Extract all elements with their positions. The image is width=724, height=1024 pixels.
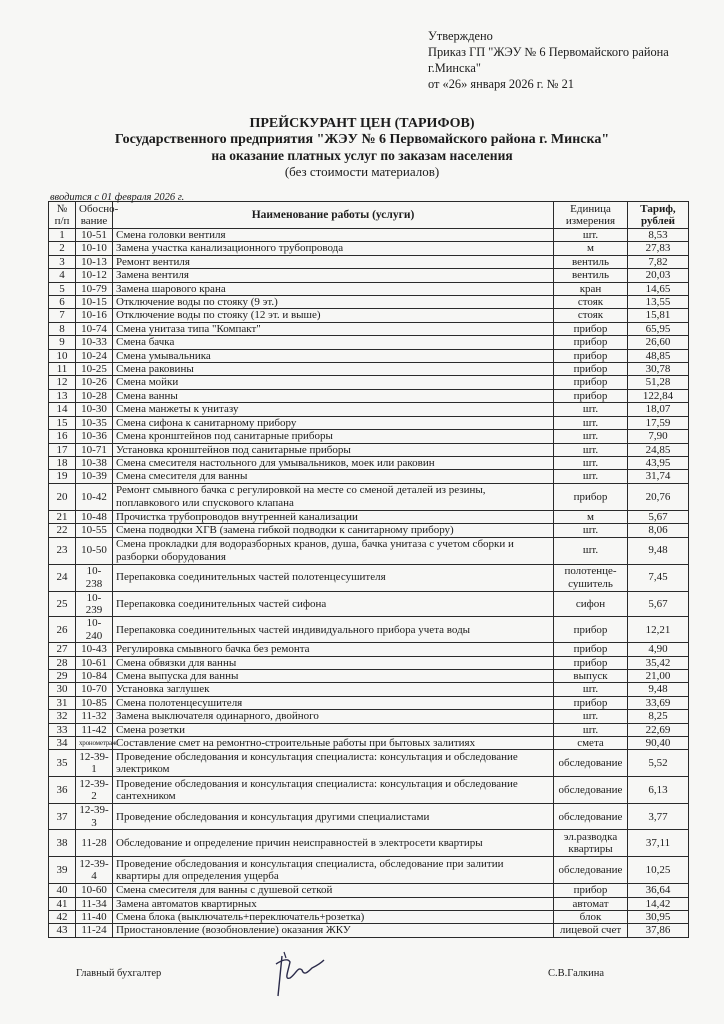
row-tariff: 33,69 — [628, 696, 689, 709]
row-code: 10-55 — [76, 524, 113, 537]
table-row — [49, 309, 689, 322]
table-row — [49, 322, 689, 335]
row-num: 21 — [49, 510, 76, 523]
row-num: 25 — [49, 591, 76, 617]
row-name: Составление смет на ремонтно-строительные работы при бытовых залитиях — [113, 737, 554, 750]
row-name: Смена ванны — [113, 389, 554, 402]
row-name: Смена смесителя настольного для умывальников, моек или раковин — [113, 456, 554, 469]
row-num: 11 — [49, 363, 76, 376]
table-row — [49, 269, 689, 282]
row-tariff: 6,13 — [628, 777, 689, 804]
row-name: Смена мойки — [113, 376, 554, 389]
row-code: 10-38 — [76, 456, 113, 469]
row-tariff: 14,65 — [628, 282, 689, 295]
signature-block — [0, 968, 724, 1008]
row-num: 29 — [49, 669, 76, 682]
row-name: Смена полотенцесушителя — [113, 696, 554, 709]
row-name: Установка кронштейнов под санитарные приборы — [113, 443, 554, 456]
row-code: 10-84 — [76, 669, 113, 682]
row-unit: прибор — [554, 336, 628, 349]
row-unit: автомат — [554, 897, 628, 910]
row-tariff: 9,48 — [628, 683, 689, 696]
row-name: Замена выключателя одинарного, двойного — [113, 710, 554, 723]
row-num: 23 — [49, 537, 76, 564]
row-code: 10-85 — [76, 696, 113, 709]
row-name: Ремонт вентиля — [113, 255, 554, 268]
row-code: 10-36 — [76, 430, 113, 443]
row-num: 35 — [49, 750, 76, 777]
row-tariff: 37,86 — [628, 924, 689, 937]
row-tariff: 36,64 — [628, 884, 689, 897]
row-code: 10-238 — [76, 564, 113, 591]
table-body — [49, 229, 689, 938]
row-unit: вентиль — [554, 269, 628, 282]
row-num: 30 — [49, 683, 76, 696]
row-code: 10-60 — [76, 884, 113, 897]
row-name: Регулировка смывного бачка без ремонта — [113, 643, 554, 656]
row-num: 14 — [49, 403, 76, 416]
row-num: 39 — [49, 857, 76, 884]
table-row — [49, 804, 689, 830]
table-row — [49, 403, 689, 416]
row-name: Перепаковка соединительных частей сифона — [113, 591, 554, 617]
row-code: 12-39-1 — [76, 750, 113, 777]
row-tariff: 13,55 — [628, 296, 689, 309]
table-row — [49, 911, 689, 924]
row-code: 12-39-2 — [76, 777, 113, 804]
row-num: 6 — [49, 296, 76, 309]
row-unit: м — [554, 242, 628, 255]
row-tariff: 7,45 — [628, 564, 689, 591]
table-row — [49, 389, 689, 402]
table-row — [49, 483, 689, 510]
table-row — [49, 777, 689, 804]
row-tariff: 7,90 — [628, 430, 689, 443]
row-name: Прочистка трубопроводов внутренней канализации — [113, 510, 554, 523]
row-code: 10-74 — [76, 322, 113, 335]
row-num: 7 — [49, 309, 76, 322]
approval-line-2: Приказ ГП "ЖЭУ № 6 Первомайского района — [428, 45, 669, 59]
approval-block — [428, 28, 669, 92]
row-name: Перепаковка соединительных частей полотенцесушителя — [113, 564, 554, 591]
table-row — [49, 884, 689, 897]
row-code: 10-70 — [76, 683, 113, 696]
row-unit: прибор — [554, 363, 628, 376]
row-unit: обследование — [554, 777, 628, 804]
table-row — [49, 255, 689, 268]
document-title — [0, 116, 724, 180]
row-code: 11-32 — [76, 710, 113, 723]
row-unit: шт. — [554, 229, 628, 242]
row-code: 10-61 — [76, 656, 113, 669]
row-code: 11-34 — [76, 897, 113, 910]
row-num: 5 — [49, 282, 76, 295]
row-code: 10-33 — [76, 336, 113, 349]
title-line-3: на оказание платных услуг по заказам населения — [211, 148, 513, 163]
row-num: 32 — [49, 710, 76, 723]
table-row — [49, 282, 689, 295]
row-tariff: 51,28 — [628, 376, 689, 389]
table-row — [49, 564, 689, 591]
row-num: 20 — [49, 483, 76, 510]
row-unit: м — [554, 510, 628, 523]
row-name: Отключение воды по стояку (9 эт.) — [113, 296, 554, 309]
row-unit: обследование — [554, 750, 628, 777]
row-code: хронометраж — [76, 737, 113, 750]
row-name: Смена раковины — [113, 363, 554, 376]
row-name: Смена манжеты к унитазу — [113, 403, 554, 416]
table-row — [49, 897, 689, 910]
row-unit: прибор — [554, 389, 628, 402]
table-row — [49, 683, 689, 696]
row-tariff: 90,40 — [628, 737, 689, 750]
row-name: Замена шарового крана — [113, 282, 554, 295]
table-row — [49, 443, 689, 456]
row-unit: шт. — [554, 683, 628, 696]
row-name: Замена участка канализационного трубопровода — [113, 242, 554, 255]
row-tariff: 18,07 — [628, 403, 689, 416]
table-row — [49, 376, 689, 389]
row-name: Проведение обследования и консультация специалиста: консультация и обследование электриком — [113, 750, 554, 777]
row-code: 10-239 — [76, 591, 113, 617]
table-row — [49, 242, 689, 255]
table-row — [49, 591, 689, 617]
row-name: Смена кронштейнов под санитарные приборы — [113, 430, 554, 443]
row-num: 17 — [49, 443, 76, 456]
title-line-1: ПРЕЙСКУРАНТ ЦЕН (ТАРИФОВ) — [249, 116, 475, 131]
row-num: 13 — [49, 389, 76, 402]
row-tariff: 10,25 — [628, 857, 689, 884]
table-row — [49, 470, 689, 483]
row-num: 26 — [49, 617, 76, 643]
row-num: 4 — [49, 269, 76, 282]
row-unit: прибор — [554, 322, 628, 335]
row-tariff: 5,52 — [628, 750, 689, 777]
row-num: 34 — [49, 737, 76, 750]
table-row — [49, 669, 689, 682]
row-tariff: 9,48 — [628, 537, 689, 564]
table-row — [49, 924, 689, 937]
row-name: Проведение обследования и консультация специалиста, обследование при залитии квартиры для определения ущерба — [113, 857, 554, 884]
row-code: 10-25 — [76, 363, 113, 376]
row-code: 12-39-4 — [76, 857, 113, 884]
row-num: 22 — [49, 524, 76, 537]
row-tariff: 8,53 — [628, 229, 689, 242]
row-name: Проведение обследования и консультация специалиста: консультация и обследование сантехником — [113, 777, 554, 804]
row-tariff: 3,77 — [628, 804, 689, 830]
row-tariff: 20,76 — [628, 483, 689, 510]
row-unit: полотенце-сушитель — [554, 564, 628, 591]
row-unit: обследование — [554, 804, 628, 830]
row-unit: прибор — [554, 349, 628, 362]
table-row — [49, 296, 689, 309]
row-tariff: 4,90 — [628, 643, 689, 656]
row-unit: прибор — [554, 656, 628, 669]
row-name: Смена унитаза типа "Компакт" — [113, 322, 554, 335]
row-name: Смена обвязки для ванны — [113, 656, 554, 669]
table-row — [49, 416, 689, 429]
row-code: 10-35 — [76, 416, 113, 429]
table-row — [49, 830, 689, 857]
signer-role: Главный бухгалтер — [76, 968, 162, 979]
row-tariff: 31,74 — [628, 470, 689, 483]
row-unit: прибор — [554, 376, 628, 389]
table-row — [49, 510, 689, 523]
table-row — [49, 656, 689, 669]
table-row — [49, 723, 689, 736]
row-name: Смена подводки ХГВ (замена гибкой подводки к санитарному прибору) — [113, 524, 554, 537]
title-line-2: Государственного предприятия "ЖЭУ № 6 Первомайского района г. Минска" — [114, 132, 610, 147]
row-tariff: 14,42 — [628, 897, 689, 910]
row-code: 10-15 — [76, 296, 113, 309]
row-tariff: 7,82 — [628, 255, 689, 268]
row-tariff: 8,06 — [628, 524, 689, 537]
row-num: 16 — [49, 430, 76, 443]
row-tariff: 8,25 — [628, 710, 689, 723]
row-num: 36 — [49, 777, 76, 804]
table-row — [49, 524, 689, 537]
row-num: 9 — [49, 336, 76, 349]
row-code: 10-71 — [76, 443, 113, 456]
approval-line-1: Утверждено — [428, 29, 493, 43]
row-num: 38 — [49, 830, 76, 857]
row-num: 43 — [49, 924, 76, 937]
row-unit: шт. — [554, 524, 628, 537]
table-row — [49, 430, 689, 443]
row-code: 10-24 — [76, 349, 113, 362]
row-name: Смена блока (выключатель+переключатель+розетка) — [113, 911, 554, 924]
row-name: Смена сифона к санитарному прибору — [113, 416, 554, 429]
row-unit: шт. — [554, 403, 628, 416]
row-name: Обследование и определение причин неисправностей в электросети квартиры — [113, 830, 554, 857]
table-row — [49, 857, 689, 884]
row-code: 10-240 — [76, 617, 113, 643]
row-code: 10-16 — [76, 309, 113, 322]
row-code: 10-50 — [76, 537, 113, 564]
row-num: 1 — [49, 229, 76, 242]
row-unit: стояк — [554, 309, 628, 322]
table-row — [49, 537, 689, 564]
row-code: 10-28 — [76, 389, 113, 402]
row-code: 10-30 — [76, 403, 113, 416]
row-unit: кран — [554, 282, 628, 295]
table-row — [49, 363, 689, 376]
row-tariff: 12,21 — [628, 617, 689, 643]
row-num: 8 — [49, 322, 76, 335]
row-num: 3 — [49, 255, 76, 268]
row-tariff: 24,85 — [628, 443, 689, 456]
row-unit: прибор — [554, 696, 628, 709]
row-unit: шт. — [554, 456, 628, 469]
row-tariff: 48,85 — [628, 349, 689, 362]
row-num: 40 — [49, 884, 76, 897]
row-tariff: 30,78 — [628, 363, 689, 376]
row-unit: лицевой счет — [554, 924, 628, 937]
row-tariff: 17,59 — [628, 416, 689, 429]
row-tariff: 5,67 — [628, 591, 689, 617]
row-unit: шт. — [554, 470, 628, 483]
row-num: 18 — [49, 456, 76, 469]
table-row — [49, 710, 689, 723]
row-name: Ремонт смывного бачка с регулировкой на месте со сменой деталей из резины, поплавкового или спускового клапана — [113, 483, 554, 510]
row-code: 11-40 — [76, 911, 113, 924]
row-unit: прибор — [554, 483, 628, 510]
table-row — [49, 617, 689, 643]
row-name: Смена умывальника — [113, 349, 554, 362]
row-num: 37 — [49, 804, 76, 830]
row-unit: шт. — [554, 710, 628, 723]
table-header-row — [49, 202, 689, 229]
row-unit: эл.разводка квартиры — [554, 830, 628, 857]
row-tariff: 21,00 — [628, 669, 689, 682]
price-table — [48, 201, 689, 938]
row-num: 2 — [49, 242, 76, 255]
header-num: № п/п — [49, 202, 76, 229]
effective-date-note: вводится с 01 февраля 2026 г. — [50, 192, 185, 203]
row-tariff: 37,11 — [628, 830, 689, 857]
row-name: Смена розетки — [113, 723, 554, 736]
row-name: Смена бачка — [113, 336, 554, 349]
row-num: 12 — [49, 376, 76, 389]
row-num: 15 — [49, 416, 76, 429]
row-unit: смета — [554, 737, 628, 750]
row-name: Смена прокладки для водоразборных кранов, душа, бачка унитаза с учетом сборки и разборки оборудования — [113, 537, 554, 564]
header-code: Обосно-вание — [76, 202, 113, 229]
row-code: 12-39-3 — [76, 804, 113, 830]
row-unit: сифон — [554, 591, 628, 617]
row-unit: шт. — [554, 723, 628, 736]
row-code: 10-43 — [76, 643, 113, 656]
row-num: 19 — [49, 470, 76, 483]
row-unit: шт. — [554, 443, 628, 456]
row-code: 10-51 — [76, 229, 113, 242]
row-name: Замена автоматов квартирных — [113, 897, 554, 910]
row-name: Смена смесителя для ванны — [113, 470, 554, 483]
row-num: 24 — [49, 564, 76, 591]
header-unit: Единица измерения — [554, 202, 628, 229]
row-code: 10-10 — [76, 242, 113, 255]
approval-line-4: от «26» января 2026 г. № 21 — [428, 77, 574, 91]
row-code: 11-24 — [76, 924, 113, 937]
signature-icon — [268, 950, 328, 1001]
row-code: 10-42 — [76, 483, 113, 510]
row-code: 10-79 — [76, 282, 113, 295]
header-tariff: Тариф, рублей — [628, 202, 689, 229]
row-num: 27 — [49, 643, 76, 656]
row-tariff: 20,03 — [628, 269, 689, 282]
row-tariff: 35,42 — [628, 656, 689, 669]
table-row — [49, 349, 689, 362]
row-name: Приостановление (возобновление) оказания ЖКУ — [113, 924, 554, 937]
row-code: 10-39 — [76, 470, 113, 483]
row-unit: шт. — [554, 416, 628, 429]
row-tariff: 27,83 — [628, 242, 689, 255]
title-line-4: (без стоимости материалов) — [284, 164, 440, 179]
header-name: Наименование работы (услуги) — [113, 202, 554, 229]
row-code: 10-26 — [76, 376, 113, 389]
row-code: 11-28 — [76, 830, 113, 857]
table-row — [49, 336, 689, 349]
row-tariff: 65,95 — [628, 322, 689, 335]
table-row — [49, 737, 689, 750]
row-tariff: 22,69 — [628, 723, 689, 736]
row-name: Отключение воды по стояку (12 эт. и выше) — [113, 309, 554, 322]
row-unit: обследование — [554, 857, 628, 884]
row-unit: прибор — [554, 884, 628, 897]
row-tariff: 5,67 — [628, 510, 689, 523]
table-row — [49, 456, 689, 469]
row-tariff: 30,95 — [628, 911, 689, 924]
row-name: Смена головки вентиля — [113, 229, 554, 242]
row-unit: шт. — [554, 537, 628, 564]
table-row — [49, 696, 689, 709]
row-num: 10 — [49, 349, 76, 362]
row-unit: прибор — [554, 643, 628, 656]
row-code: 10-12 — [76, 269, 113, 282]
row-unit: выпуск — [554, 669, 628, 682]
row-num: 33 — [49, 723, 76, 736]
approval-line-3: г.Минска" — [428, 61, 481, 75]
row-code: 10-13 — [76, 255, 113, 268]
row-name: Смена смесителя для ванны с душевой сеткой — [113, 884, 554, 897]
row-code: 10-48 — [76, 510, 113, 523]
table-row — [49, 750, 689, 777]
row-tariff: 43,95 — [628, 456, 689, 469]
row-name: Смена выпуска для ванны — [113, 669, 554, 682]
row-unit: вентиль — [554, 255, 628, 268]
row-unit: шт. — [554, 430, 628, 443]
row-name: Установка заглушек — [113, 683, 554, 696]
row-num: 42 — [49, 911, 76, 924]
row-tariff: 122,84 — [628, 389, 689, 402]
row-name: Перепаковка соединительных частей индивидуального прибора учета воды — [113, 617, 554, 643]
row-unit: стояк — [554, 296, 628, 309]
row-num: 31 — [49, 696, 76, 709]
table-row — [49, 229, 689, 242]
row-tariff: 15,81 — [628, 309, 689, 322]
row-num: 41 — [49, 897, 76, 910]
row-unit: прибор — [554, 617, 628, 643]
row-unit: блок — [554, 911, 628, 924]
row-code: 11-42 — [76, 723, 113, 736]
row-tariff: 26,60 — [628, 336, 689, 349]
table-row — [49, 643, 689, 656]
row-name: Замена вентиля — [113, 269, 554, 282]
row-name: Проведение обследования и консультация другими специалистами — [113, 804, 554, 830]
row-num: 28 — [49, 656, 76, 669]
signer-name: С.В.Галкина — [548, 968, 605, 979]
